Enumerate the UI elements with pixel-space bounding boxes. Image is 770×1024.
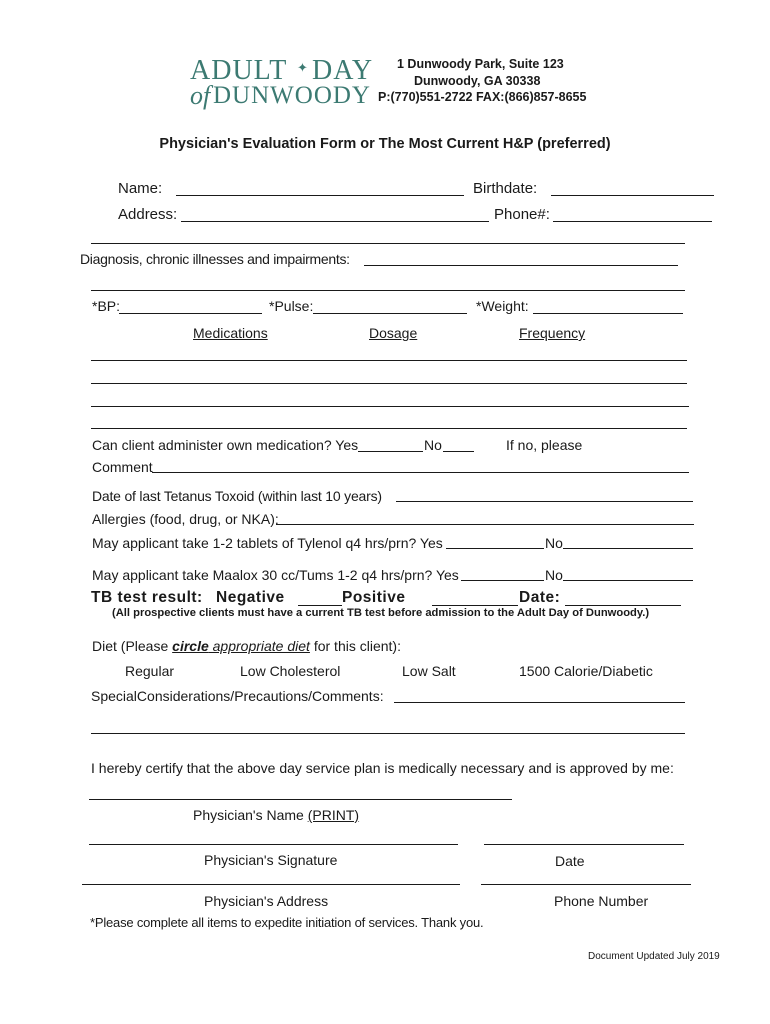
date-label: Date xyxy=(555,853,585,869)
print-label: (PRINT) xyxy=(307,807,360,823)
diet-option-diabetic[interactable]: 1500 Calorie/Diabetic xyxy=(519,663,653,679)
diet-circle: circle xyxy=(172,638,209,654)
header-address-line1: 1 Dunwoody Park, Suite 123 xyxy=(397,57,564,71)
page-title: Physician's Evaluation Form or The Most Current H&P (preferred) xyxy=(159,136,611,152)
special-considerations-field[interactable] xyxy=(394,702,685,703)
phone-number-label: Phone Number xyxy=(554,893,649,909)
weight-field[interactable] xyxy=(533,313,683,314)
leaf-icon: ✦ xyxy=(297,60,308,75)
special-considerations-field-2[interactable] xyxy=(91,733,685,734)
maalox-no-field[interactable] xyxy=(563,580,693,581)
physician-signature-field[interactable] xyxy=(89,844,458,845)
logo-day: DAY xyxy=(312,55,374,86)
phone-field[interactable] xyxy=(553,221,712,222)
maalox-yes-field[interactable] xyxy=(461,580,544,581)
birthdate-field[interactable] xyxy=(551,195,714,196)
tb-date-field[interactable] xyxy=(565,605,681,606)
logo-adult: ADULT xyxy=(190,55,288,86)
medication-row-3[interactable] xyxy=(91,406,689,407)
allergies-label: Allergies (food, drug, or NKA): xyxy=(92,511,279,527)
address-label: Address: xyxy=(118,206,178,223)
dosage-header: Dosage xyxy=(369,325,418,341)
administer-yes-field[interactable] xyxy=(358,451,423,452)
logo-of: of xyxy=(190,81,211,110)
tb-label: TB test result: xyxy=(91,589,203,606)
diet-suffix: for this client): xyxy=(309,638,401,654)
diet-option-low-cholesterol[interactable]: Low Cholesterol xyxy=(240,663,341,679)
footer-note: *Please complete all items to expedite initiation of services. Thank you. xyxy=(90,915,484,930)
diagnosis-label: Diagnosis, chronic illnesses and impairments: xyxy=(80,251,350,267)
name-label: Name: xyxy=(118,180,163,197)
divider xyxy=(91,243,685,244)
administer-no-field[interactable] xyxy=(443,451,474,452)
medication-row-1[interactable] xyxy=(91,360,687,361)
medication-row-4[interactable] xyxy=(91,428,687,429)
tb-note: (All prospective clients must have a current TB test before admission to the Adult Day of Dunwoody.) xyxy=(112,607,650,619)
diet-option-low-salt[interactable]: Low Salt xyxy=(402,663,456,679)
logo-dunwoody: DUNWOODY xyxy=(213,82,371,109)
diagnosis-field-2[interactable] xyxy=(91,290,685,291)
bp-label: *BP: xyxy=(92,298,121,314)
birthdate-label: Birthdate: xyxy=(473,180,538,197)
diet-option-regular[interactable]: Regular xyxy=(125,663,175,679)
medication-row-2[interactable] xyxy=(91,383,687,384)
physician-name-field[interactable] xyxy=(89,799,512,800)
medications-header: Medications xyxy=(193,325,268,341)
tb-positive-field[interactable] xyxy=(432,605,518,606)
tb-negative-field[interactable] xyxy=(298,605,342,606)
diet-prefix: Diet (Please xyxy=(92,638,173,654)
maalox-no-label: No xyxy=(545,567,563,583)
if-no-label: If no, please xyxy=(506,437,583,453)
physician-signature-label: Physician's Signature xyxy=(204,852,338,868)
diagnosis-field[interactable] xyxy=(364,265,678,266)
tylenol-yes-field[interactable] xyxy=(446,548,544,549)
diet-instruction xyxy=(92,638,401,654)
administer-label: Can client administer own medication? Yes xyxy=(92,437,359,453)
weight-label: *Weight: xyxy=(476,298,529,314)
tb-positive-label: Positive xyxy=(342,589,406,606)
name-field[interactable] xyxy=(176,195,464,196)
frequency-header: Frequency xyxy=(519,325,586,341)
document-updated: Document Updated July 2019 xyxy=(588,951,720,962)
tylenol-label: May applicant take 1-2 tablets of Tylenol q4 hrs/prn? Yes xyxy=(92,535,443,551)
comment-label: Comment xyxy=(92,459,153,475)
physician-name-label: Physician's Name xyxy=(193,807,308,823)
phone-label: Phone#: xyxy=(494,206,550,223)
physician-name-caption xyxy=(193,807,359,823)
pulse-field[interactable] xyxy=(313,313,467,314)
address-field[interactable] xyxy=(181,221,489,222)
tb-date-label: Date: xyxy=(519,589,561,606)
tb-negative-label: Negative xyxy=(216,589,285,606)
header-contact: P:(770)551-2722 FAX:(866)857-8655 xyxy=(378,90,587,104)
pulse-label: *Pulse: xyxy=(269,298,314,314)
signature-date-field[interactable] xyxy=(484,844,684,845)
header-address-line2: Dunwoody, GA 30338 xyxy=(414,74,541,88)
tetanus-field[interactable] xyxy=(396,501,693,502)
administer-no-label: No xyxy=(424,437,442,453)
comment-field[interactable] xyxy=(152,472,689,473)
bp-field[interactable] xyxy=(119,313,262,314)
physician-address-field[interactable] xyxy=(82,884,460,885)
allergies-field[interactable] xyxy=(276,524,694,525)
physician-address-label: Physician's Address xyxy=(204,893,329,909)
tylenol-no-label: No xyxy=(545,535,563,551)
diet-appropriate: appropriate diet xyxy=(208,638,310,654)
tylenol-no-field[interactable] xyxy=(563,548,693,549)
special-considerations-label: SpecialConsiderations/Precautions/Comments: xyxy=(91,688,384,704)
maalox-label: May applicant take Maalox 30 cc/Tums 1-2 q4 hrs/prn? Yes xyxy=(92,567,459,583)
certify-statement: I hereby certify that the above day service plan is medically necessary and is approved by me: xyxy=(91,760,674,776)
tetanus-label: Date of last Tetanus Toxoid (within last 10 years) xyxy=(92,488,382,504)
phone-number-field[interactable] xyxy=(481,884,691,885)
